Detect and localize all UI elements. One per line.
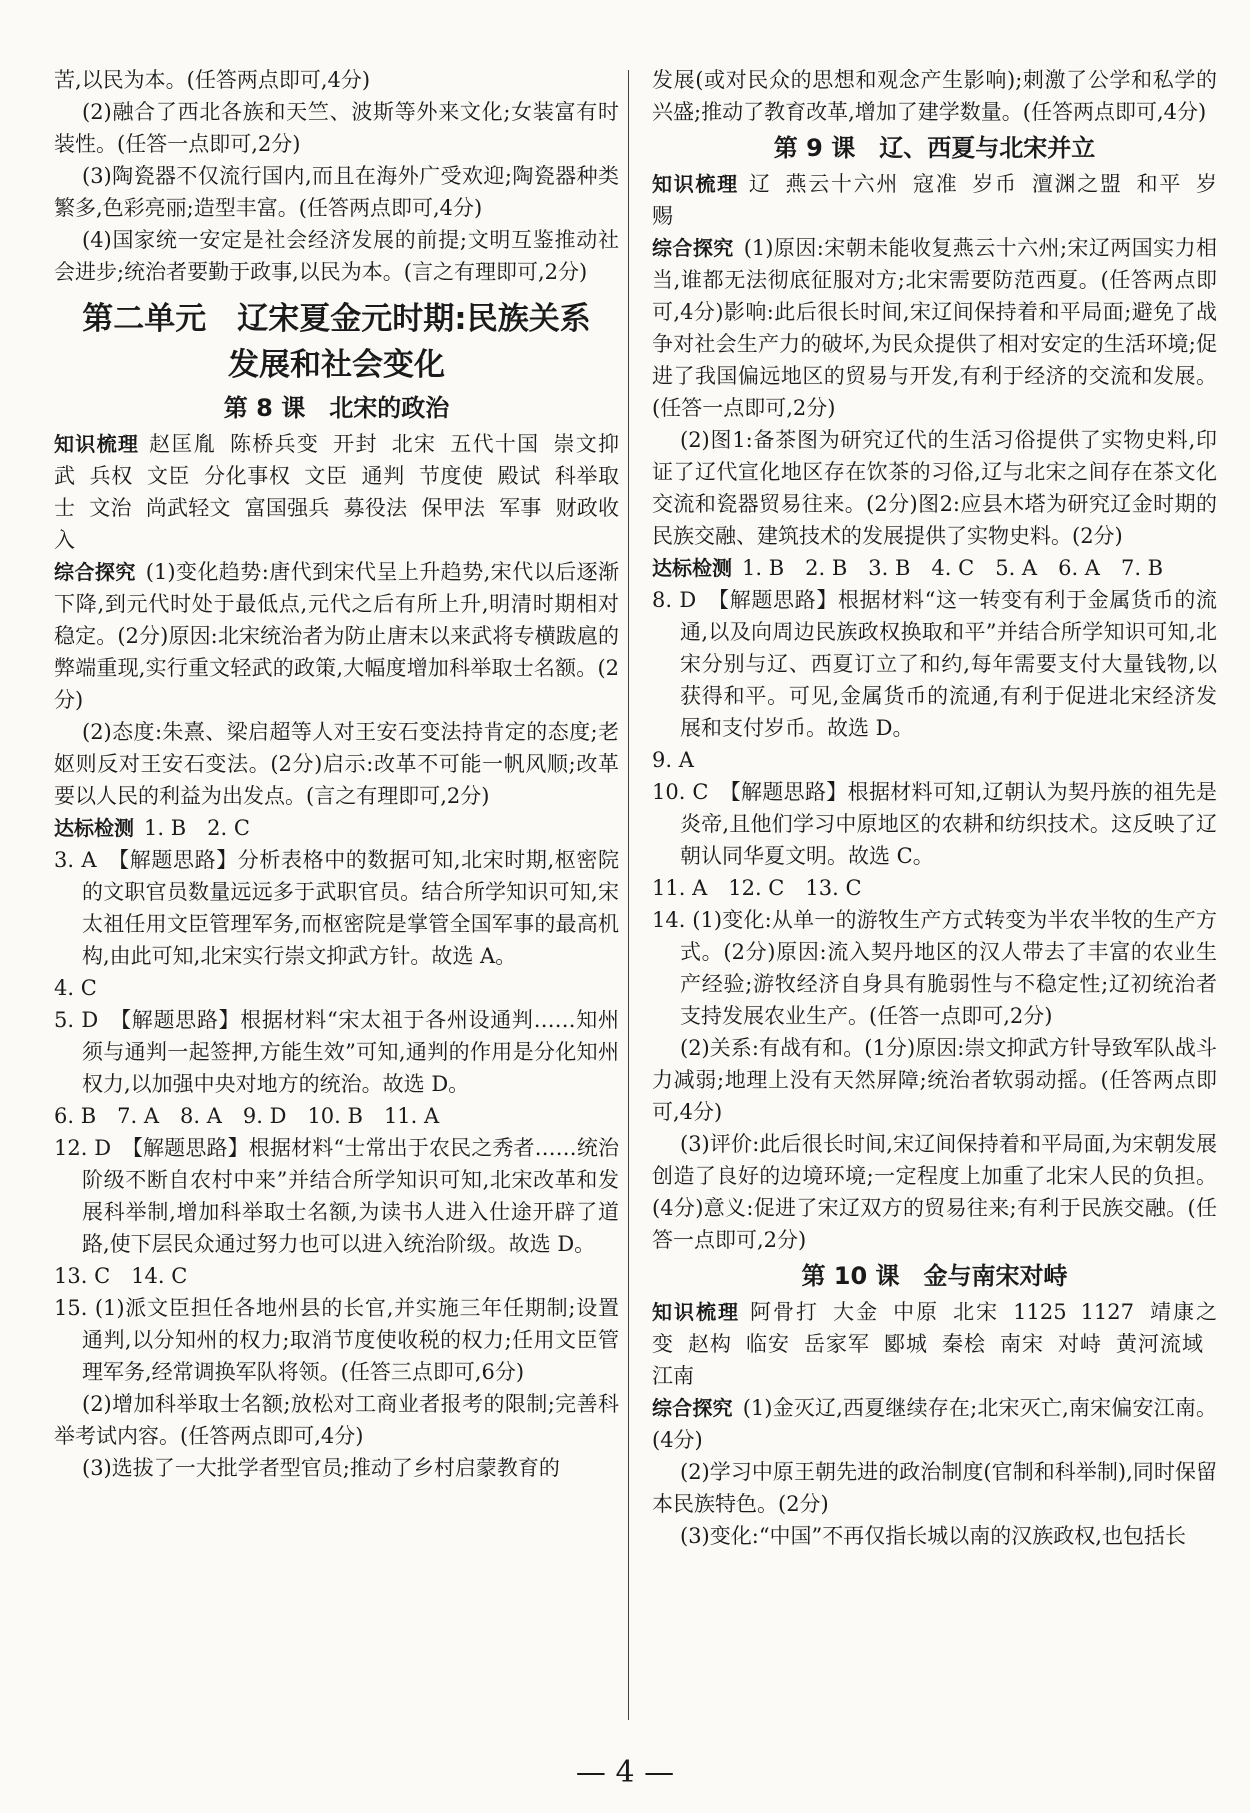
answer-paragraph: (4)国家统一安定是社会经济发展的前提;文明互鉴推动社会进步;统治者要勤于政事,以民为本。(言之有理即可,2分) xyxy=(54,228,619,284)
knowledge-section xyxy=(652,1296,1217,1392)
answer-paragraph: (2)学习中原王朝先进的政治制度(官制和科举制),同时保留本民族特色。(2分) xyxy=(652,1460,1217,1516)
keyword: 开封 xyxy=(333,432,378,456)
keyword: 燕云十六州 xyxy=(785,172,900,196)
answer-item: 5. D 【解题思路】根据材料“宋太祖于各州设通判……知州须与通判一起签押,方能生效”可知,通判的作用是分化知州权力,以加强中央对地方的统治。故选 D。 xyxy=(54,1008,619,1096)
keyword: 分化事权 xyxy=(204,464,291,488)
answer-paragraph: (3)陶瓷器不仅流行国内,而且在海外广受欢迎;陶瓷器种类繁多,色彩亮丽;造型丰富。(任答两点即可,4分) xyxy=(54,164,619,220)
keyword: 岁赐 xyxy=(652,172,1218,228)
keyword: 尚武轻文 xyxy=(145,496,231,520)
page-number: — 4 — xyxy=(575,1755,675,1790)
keyword: 黄河流域 xyxy=(1116,1332,1203,1356)
keyword: 募役法 xyxy=(343,496,408,520)
keyword: 辽 xyxy=(748,172,772,196)
keyword: 岁币 xyxy=(972,172,1018,196)
lesson-10-title: 第 10 课 金与南宋对峙 xyxy=(801,1262,1068,1290)
column-divider xyxy=(628,70,629,1720)
keyword: 通判 xyxy=(361,464,405,488)
answer-text: 1. B 2. B 3. B 4. C 5. A 6. A 7. B xyxy=(742,556,1164,580)
inquiry-section xyxy=(54,556,619,716)
section-tag: 知识梳理 xyxy=(54,432,140,456)
keyword: 岳家军 xyxy=(804,1332,870,1356)
section-tag: 综合探究 xyxy=(54,560,136,584)
keyword: 郾城 xyxy=(884,1332,928,1356)
inquiry-section xyxy=(652,1392,1217,1456)
keyword: 赵构 xyxy=(688,1332,732,1356)
keyword: 崇文抑武 xyxy=(54,432,620,488)
answer-paragraph: (2)融合了西北各族和天竺、波斯等外来文化;女装富有时装性。(任答一点即可,2分) xyxy=(54,100,619,156)
answer-item: 8. D 【解题思路】根据材料“这一转变有利于金属货币的流通,以及向周边民族政权换取和平”并结合所学知识可知,北宋分别与辽、西夏订立了和约,每年需要支付大量钱物,以获得和平。可见,金属货币的流通,有利于促进北宋经济发展和支付岁币。故选 D。 xyxy=(652,588,1217,740)
lesson-9-title: 第 9 课 辽、西夏与北宋并立 xyxy=(773,134,1096,162)
test-section xyxy=(652,552,1217,584)
keyword: 南宋 xyxy=(1000,1332,1044,1356)
section-tag: 综合探究 xyxy=(652,236,734,260)
answer-paragraph: (2)关系:有战有和。(1分)原因:崇文抑武方针导致军队战斗力减弱;地理上没有天然屏障;统治者软弱动摇。(任答两点即可,4分) xyxy=(652,1036,1217,1124)
keyword: 和平 xyxy=(1136,172,1183,196)
answer-paragraph: (3)变化:“中国”不再仅指长城以南的汉族政权,也包括长 xyxy=(680,1524,1186,1548)
answer-paragraph: 发展(或对民众的思想和观念产生影响);刺激了公学和私学的兴盛;推动了教育改革,增加了建学数量。(任答两点即可,4分) xyxy=(652,68,1217,124)
answer-text: (1)变化趋势:唐代到宋代呈上升趋势,宋代以后逐渐下降,到元代时处于最低点,元代之后有所上升,明清时期相对稳定。(2分)原因:北宋统治者为防止唐末以来武将专横跋扈的弊端重现,实行重文轻武的政策,大幅度增加科举取士名额。(2分) xyxy=(54,560,620,712)
keyword: 中原 xyxy=(893,1300,940,1324)
keyword: 殿试 xyxy=(497,464,541,488)
answer-paragraph: (2)图1:备茶图为研究辽代的生活习俗提供了实物史料,印证了辽代宣化地区存在饮茶的习俗,辽与北宋之间存在茶文化交流和瓷器贸易往来。(2分)图2:应县木塔为研究辽金时期的民族交融、建筑技术的发展提供了实物史料。(2分) xyxy=(652,428,1217,548)
unit-title-line2: 发展和社会变化 xyxy=(228,347,445,383)
keyword: 兵权 xyxy=(89,464,133,488)
keyword: 科举取士 xyxy=(54,464,620,520)
keyword: 临安 xyxy=(746,1332,790,1356)
answer-text: 1. B 2. C xyxy=(144,816,250,840)
inquiry-section xyxy=(652,232,1217,424)
keyword: 陈桥兵变 xyxy=(230,432,320,456)
answer-item: 9. A xyxy=(652,748,694,772)
keyword: 对峙 xyxy=(1058,1332,1102,1356)
answer-item: 14. (1)变化:从单一的游牧生产方式转变为半农半牧的生产方式。(2分)原因:流入契丹地区的汉人带去了丰富的农业生产经验;游牧经济自身具有脆弱性与不稳定性;辽初统治者支持发展农业生产。(任答一点即可,2分) xyxy=(652,908,1217,1028)
answer-paragraph: 苦,以民为本。(任答两点即可,4分) xyxy=(54,68,371,92)
keyword: 保甲法 xyxy=(421,496,486,520)
right-column xyxy=(652,64,1217,1552)
answer-item: 12. D 【解题思路】根据材料“士常出于农民之秀者……统治阶级不断自农村中来”并结合所学知识可知,北宋改革和发展科举制,增加科举取士名额,为读书人进入仕途开辟了道路,使下层民众通过努力也可以进入统治阶级。故选 D。 xyxy=(54,1136,619,1256)
section-tag: 知识梳理 xyxy=(652,1300,741,1324)
keyword: 文治 xyxy=(89,496,132,520)
knowledge-section xyxy=(54,428,619,556)
keyword: 大金 xyxy=(833,1300,880,1324)
keyword: 财政收入 xyxy=(54,496,620,552)
answer-paragraph: (2)增加科举取士名额;放松对工商业者报考的限制;完善科举考试内容。(任答两点即可,4分) xyxy=(54,1392,619,1448)
section-tag: 综合探究 xyxy=(652,1396,733,1420)
keyword: 节度使 xyxy=(418,464,484,488)
keyword: 靖康之变 xyxy=(652,1300,1218,1356)
answer-item: 10. C 【解题思路】根据材料可知,辽朝认为契丹族的祖先是炎帝,且他们学习中原地区的农耕和纺织技术。这反映了辽朝认同华夏文明。故选 C。 xyxy=(652,780,1217,868)
lesson-8-title: 第 8 课 北宋的政治 xyxy=(223,394,450,422)
keyword: 文臣 xyxy=(304,464,348,488)
keyword: 文臣 xyxy=(146,464,191,488)
section-tag: 达标检测 xyxy=(54,816,134,840)
keyword: 江南 xyxy=(652,1364,694,1388)
answer-item: 11. A 12. C 13. C xyxy=(652,876,862,900)
keyword: 北宋 xyxy=(391,432,437,456)
answer-paragraph: (3)评价:此后很长时间,宋辽间保持着和平局面,为宋朝发展创造了良好的边境环境;一定程度上加重了北宋人民的负担。(4分)意义:促进了宋辽双方的贸易往来;有利于民族交融。(任答一点即可,2分) xyxy=(652,1132,1217,1252)
section-tag: 知识梳理 xyxy=(652,172,739,196)
keyword: 1125 xyxy=(1013,1300,1067,1324)
keyword: 北宋 xyxy=(953,1300,1000,1324)
answer-paragraph: (3)选拔了一大批学者型官员;推动了乡村启蒙教育的 xyxy=(82,1456,560,1480)
left-column xyxy=(54,64,619,1484)
unit-title-line1: 第二单元 辽宋夏金元时期:民族关系 xyxy=(82,301,591,337)
keyword: 1127 xyxy=(1080,1300,1135,1324)
answer-item: 4. C xyxy=(54,976,97,1000)
keyword: 五代十国 xyxy=(450,432,540,456)
keyword: 军事 xyxy=(499,496,542,520)
keyword: 富国强兵 xyxy=(244,496,330,520)
unit-title xyxy=(54,296,619,388)
keyword: 阿骨打 xyxy=(750,1300,820,1324)
answer-text: (1)原因:宋朝未能收复燕云十六州;宋辽两国实力相当,谁都无法彻底征服对方;北宋需要防范西夏。(任答两点即可,4分)影响:此后很长时间,宋辽间保持着和平局面;避免了战争对社会生产力的破坏,为民众提供了相对安定的生活环境;促进了我国偏远地区的贸易与开发,有利于经济的交流和发展。(任答一点即可,2分) xyxy=(652,236,1218,420)
answer-paragraph: (2)态度:朱熹、梁启超等人对王安石变法持肯定的态度;老妪则反对王安石变法。(2分)启示:改革不可能一帆风顺;改革要以人民的利益为出发点。(言之有理即可,2分) xyxy=(54,720,619,808)
keyword: 赵匡胤 xyxy=(149,432,217,456)
answer-text: (1)金灭辽,西夏继续存在;北宋灭亡,南宋偏安江南。(4分) xyxy=(652,1396,1218,1452)
test-section xyxy=(54,812,619,844)
section-tag: 达标检测 xyxy=(652,556,732,580)
answer-item: 6. B 7. A 8. A 9. D 10. B 11. A xyxy=(54,1104,440,1128)
answer-item: 15. (1)派文臣担任各地州县的长官,并实施三年任期制;设置通判,以分知州的权力;取消节度使收税的权力;任用文臣管理军务,经常调换军队将领。(任答三点即可,6分) xyxy=(54,1296,619,1384)
keyword: 秦桧 xyxy=(942,1332,986,1356)
keyword: 寇准 xyxy=(913,172,959,196)
knowledge-section xyxy=(652,168,1217,232)
answer-item: 3. A 【解题思路】分析表格中的数据可知,北宋时期,枢密院的文职官员数量远远多于武职官员。结合所学知识可知,宋太祖任用文臣管理军务,而枢密院是掌管全国军事的最高机构,由此可知,北宋实行崇文抑武方针。故选 A。 xyxy=(54,848,619,968)
answer-item: 13. C 14. C xyxy=(54,1264,188,1288)
keyword: 澶渊之盟 xyxy=(1031,172,1123,196)
